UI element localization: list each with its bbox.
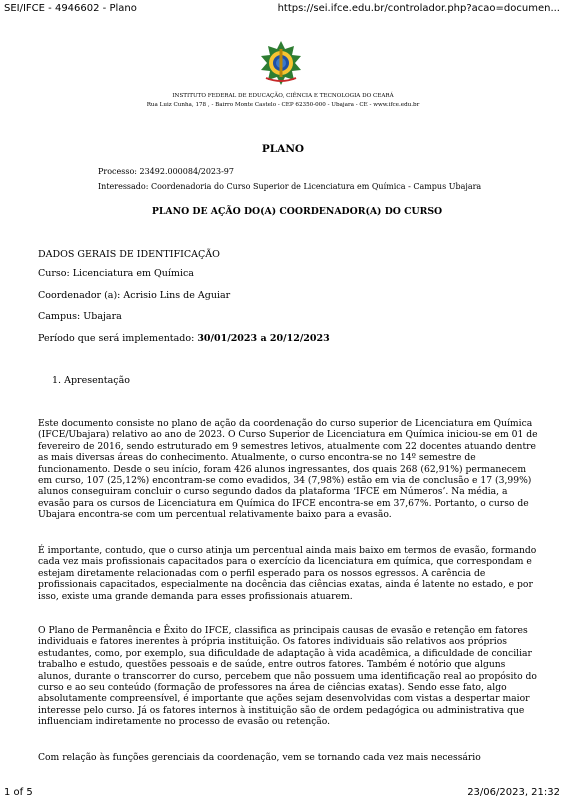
paragraph-1: Este documento consiste no plano de ação da coordenação do curso superior de Licenciatura em Química (IFCE/Ubajara) relativo ao ano de 2023. O Curso Superior de Licenciatura em Química iniciou-se em 01 de fevereiro de 2016, sendo estruturado em 9 semestres letivos, atualmente com 22 docentes atuando dentre as mais diversas áreas do conhecimento. Atualmente, o curso encontra-se no 14º semestre de funcionamento. Desde o seu início, foram 426 alunos ingressantes, dos quais 268 (62,91%) permanecem em curso, 107 (25,12%) encontram-se como evadidos, 34 (7,98%) estão em via de conclusão e 17 (3,99%) alunos conseguiram concluir o curso segundo dados da plataforma ‘IFCE em Números’. Na média, a evasão para os cursos de Licenciatura em Química do IFCE encontra-se em 37,67%. Portanto, o curso de Ubajara encontra-se com um percentual relativamente baixo para a evasão. xyxy=(38,418,538,521)
paragraph-4: Com relação às funções gerenciais da coordenação, vem se tornando cada vez mais necessário xyxy=(38,752,481,763)
main-title: PLANO DE AÇÃO DO(A) COORDENADOR(A) DO CURSO xyxy=(151,206,443,217)
section-1-heading: 1. Apresentação xyxy=(52,375,130,386)
paragraph-3: O Plano de Permanência e Êxito do IFCE, classifica as principais causas de evasão e retenção em fatores individuais e fatores inerentes à própria instituição. Os fatores individuais são relativos aos próprios estudantes, como, por exemplo, sua dificuldade de adaptação à vida acadêmica, a dificuldade de conciliar trabalho e estudo, questões pessoais e de saúde, entre outros fatores. Também é notório que alguns alunos, durante o transcorrer do curso, percebem que não possuem uma identificação real ao propósito do curso e ao seu conteúdo (formação de professores na área de ciências exatas). Sendo esse fato, algo absolutamente compreensível, é importante que ações sejam desenvolvidas com vistas a despertar maior interesse pelo curso. Já os fatores internos à instituição são de ordem pedagógica ou administrativa que influenciam indiretamente no processo de evasão ou retenção. xyxy=(38,625,537,728)
coordenador-line: Coordenador (a): Acrisio Lins de Aguiar xyxy=(38,290,231,301)
print-footer-datetime: 23/06/2023, 21:32 xyxy=(467,787,560,798)
print-header-title: SEI/IFCE - 4946602 - Plano xyxy=(4,3,137,14)
institution-address: Rua Luiz Cunha, 178 , - Bairro Monte Castelo - CEP 62350-000 - Ubajara - CE - www.ifce.edu.br xyxy=(146,102,420,108)
institution-name: INSTITUTO FEDERAL DE EDUCAÇÃO, CIÊNCIA E TECNOLOGIA DO CEARÁ xyxy=(172,93,394,99)
periodo-label: Período que será implementado: xyxy=(38,333,198,344)
paragraph-2: É importante, contudo, que o curso atinja um percentual ainda mais baixo em termos de evasão, formando cada vez mais profissionais capacitados para o exercício da licenciatura em química, que correspondam e estejam diretamente relacionadas com o perfil esperado para os nossos egressos. A carência de profissionais capacitados, especialmente na docência das ciências exatas, ainda é latente no estado, e por isso, existe uma grande demanda para esses profissionais atuarem. xyxy=(38,545,537,602)
processo-number: Processo: 23492.000084/2023-97 xyxy=(98,167,234,176)
print-footer-page: 1 of 5 xyxy=(4,787,33,798)
interessado-line: Interessado: Coordenadoria do Curso Superior de Licenciatura em Química - Campus Ubajara xyxy=(98,182,482,191)
print-header-url: https://sei.ifce.edu.br/controlador.php?acao=documen... xyxy=(277,3,560,14)
brasao-icon xyxy=(258,40,304,86)
curso-line: Curso: Licenciatura em Química xyxy=(38,268,194,279)
periodo-line xyxy=(38,333,330,344)
campus-line: Campus: Ubajara xyxy=(38,311,122,322)
document-type-title: PLANO xyxy=(261,143,305,155)
section-general-heading: DADOS GERAIS DE IDENTIFICAÇÃO xyxy=(38,249,220,260)
periodo-value: 30/01/2023 a 20/12/2023 xyxy=(197,333,330,344)
